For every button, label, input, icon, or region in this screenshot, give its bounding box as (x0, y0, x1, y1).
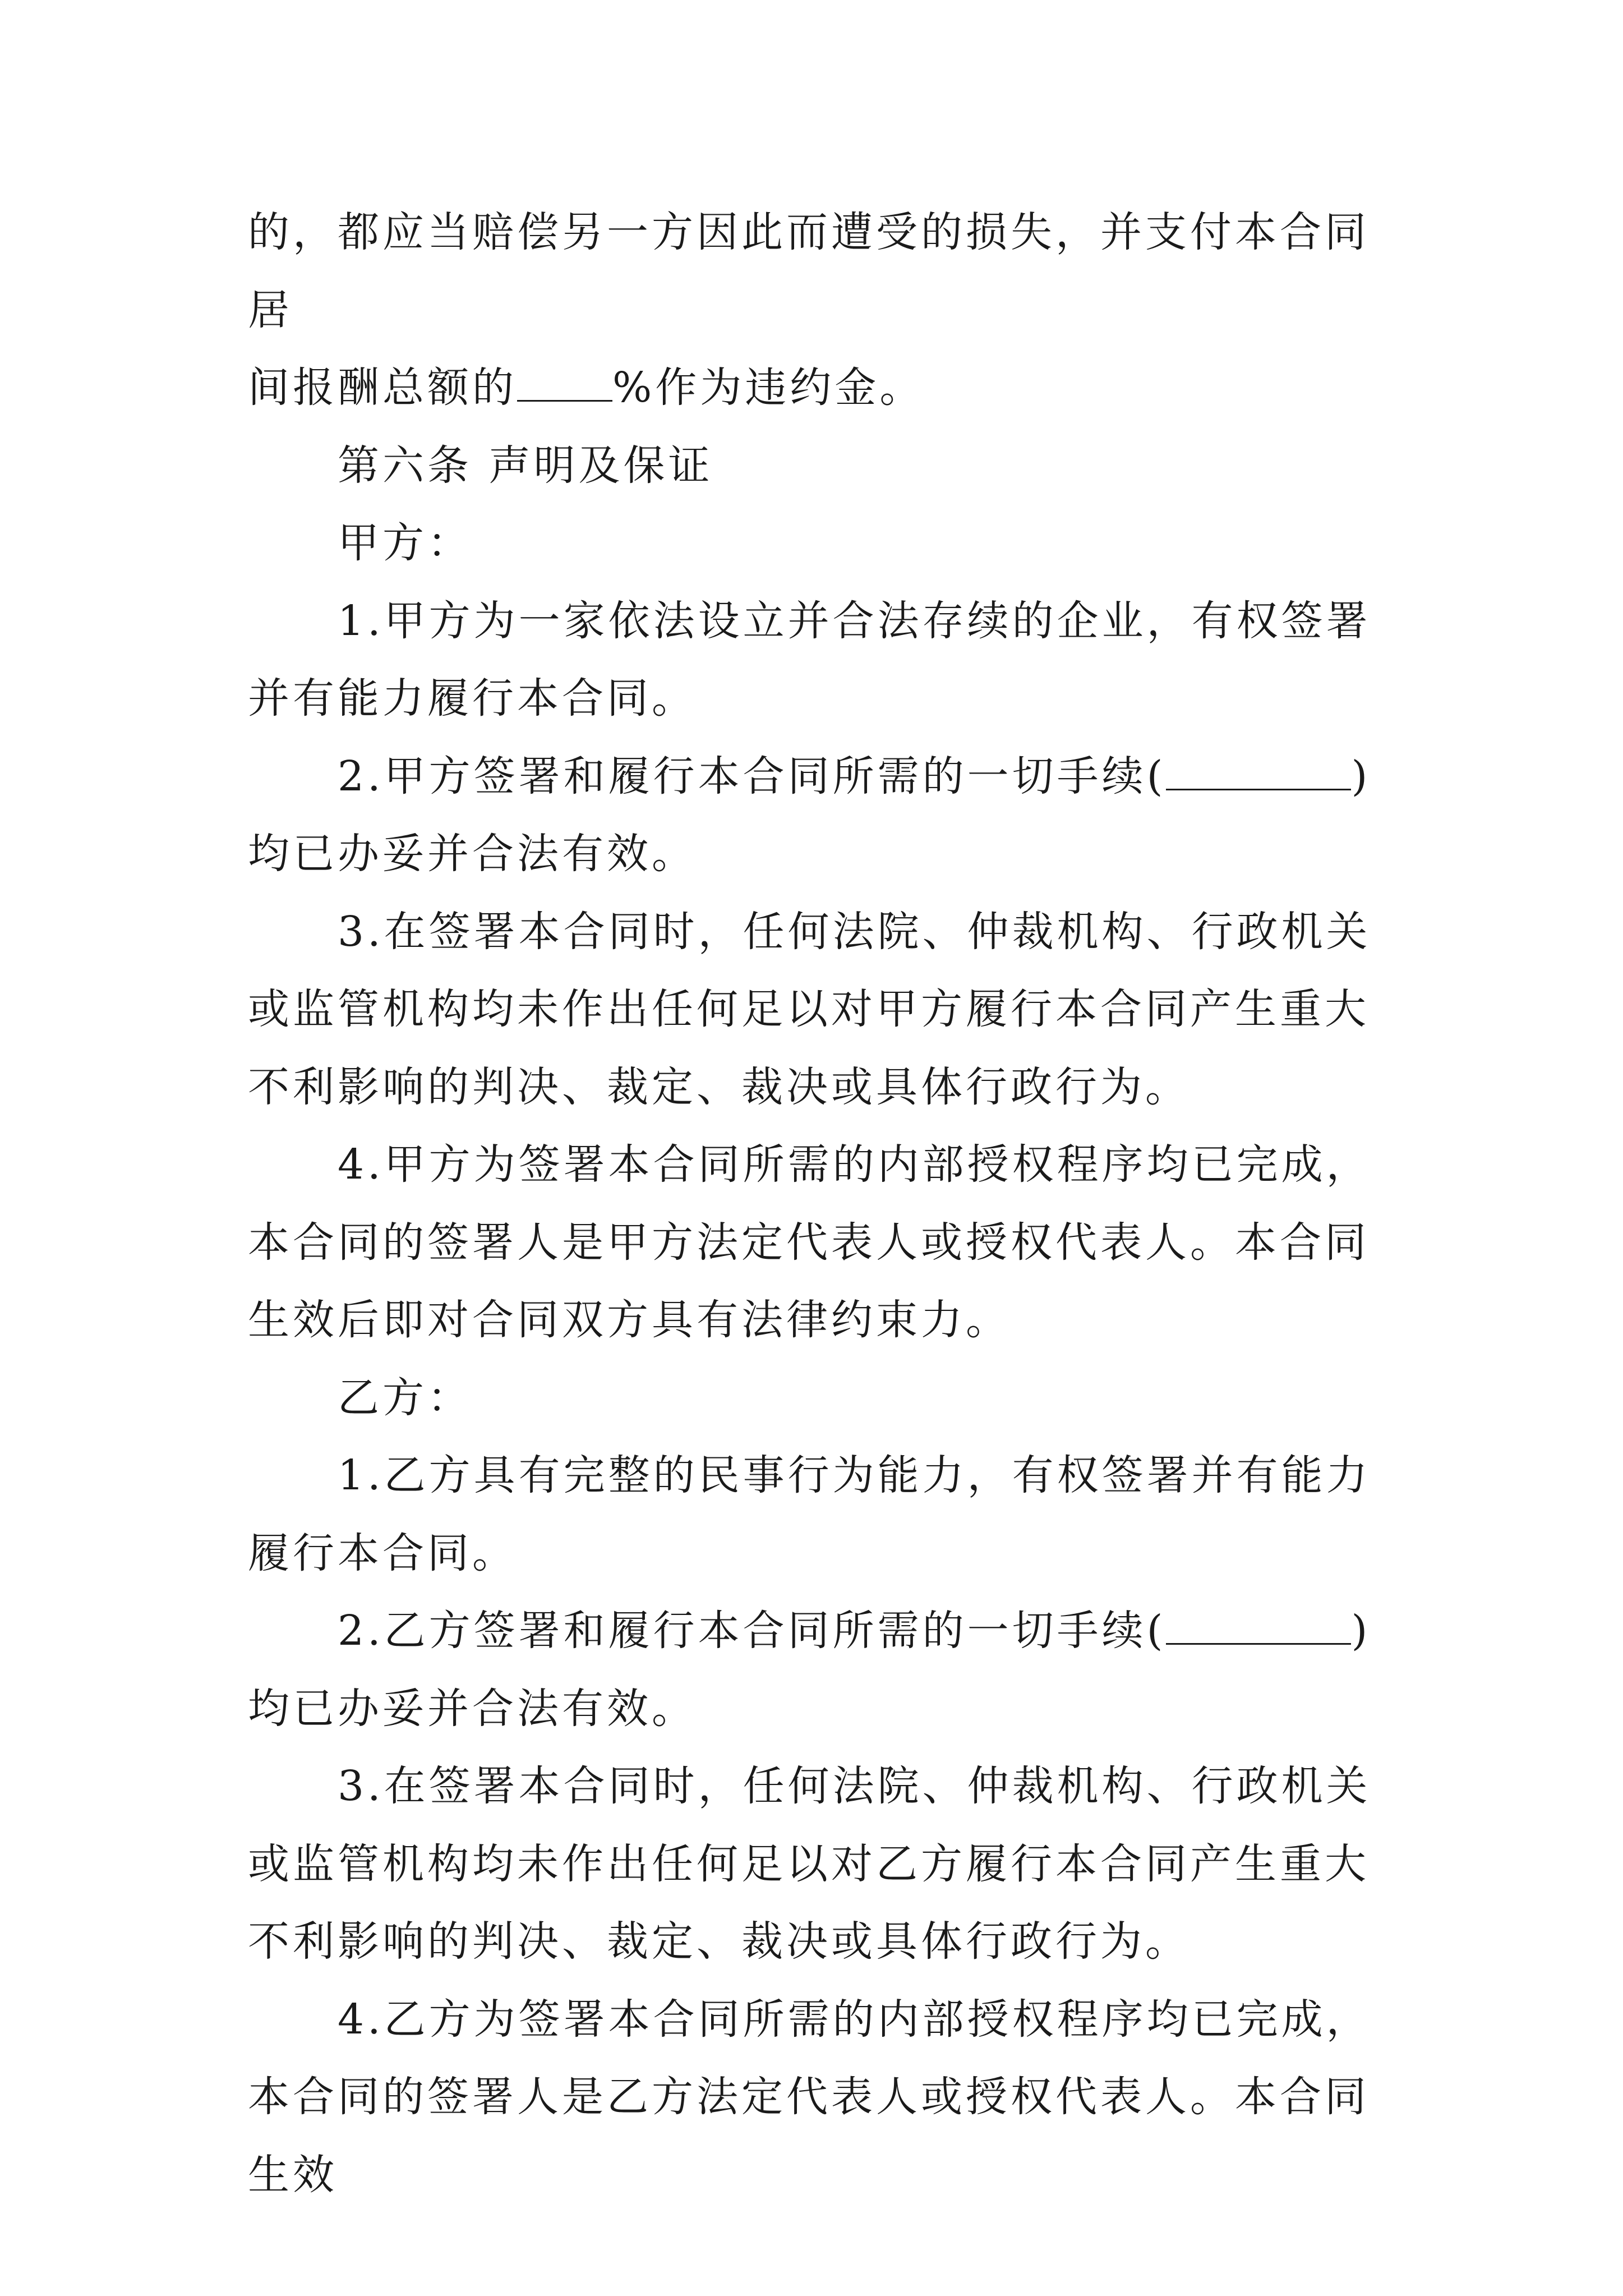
party-a-label: 甲方： (338, 519, 472, 567)
penalty-text-after-blank: %作为违约金。 (612, 364, 925, 412)
party-a-clause-2-before: 2.甲方签署和履行本合同所需的一切手续( (338, 752, 1166, 800)
penalty-percent-blank (517, 361, 612, 402)
party-b-clause-2 (248, 1592, 1381, 1747)
party-a-clause-4: 4.甲方为签署本合同所需的内部授权程序均已完成，本合同的签署人是甲方法定代表人或授权代表人。本合同生效后即对合同双方具有法律约束力。 (248, 1140, 1371, 1344)
party-a-clause-2 (248, 738, 1381, 893)
paragraph-penalty (248, 194, 1381, 427)
party-a-clause-3: 3.在签署本合同时，任何法院、仲裁机构、行政机关或监管机构均未作出任何足以对甲方履行本合同产生重大不利影响的判决、裁定、裁决或具体行政行为。 (248, 907, 1371, 1111)
penalty-text-line1: 的，都应当赔偿另一方因此而遭受的损失，并支付本合同居 (248, 208, 1370, 334)
article-6-title: 第六条 声明及保证 (338, 441, 713, 490)
party-a-procedures-blank (1166, 749, 1351, 790)
party-b-clause-1: 1.乙方具有完整的民事行为能力，有权签署并有能力履行本合同。 (248, 1451, 1371, 1577)
party-b-clause-3: 3.在签署本合同时，任何法院、仲裁机构、行政机关或监管机构均未作出任何足以对乙方履行本合同产生重大不利影响的判决、裁定、裁决或具体行政行为。 (248, 1762, 1371, 1966)
party-b-clause-2-before: 2.乙方签署和履行本合同所需的一切手续( (338, 1607, 1166, 1655)
party-b-clause-4: 4.乙方为签署本合同所需的内部授权程序均已完成，本合同的签署人是乙方法定代表人或授权代表人。本合同生效 (248, 1995, 1371, 2199)
party-a-clause-2-after: )均已办妥并合法有效。 (248, 752, 1371, 878)
party-b-label: 乙方： (338, 1373, 472, 1422)
party-a-clause-1: 1.甲方为一家依法设立并合法存续的企业，有权签署并有能力履行本合同。 (248, 596, 1371, 723)
party-b-clause-2-after: )均已办妥并合法有效。 (248, 1607, 1371, 1733)
document-body (248, 194, 1381, 2214)
penalty-text-before-blank: 间报酬总额的 (248, 364, 517, 412)
party-b-procedures-blank (1166, 1604, 1351, 1645)
